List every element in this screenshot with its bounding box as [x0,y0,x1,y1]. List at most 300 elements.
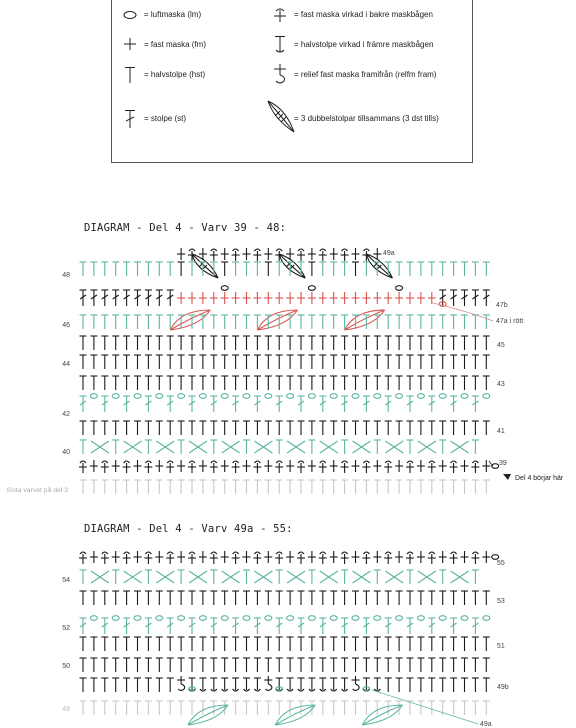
stitch-hst-row54 [80,570,87,584]
front-post-sc [264,676,272,691]
stitch-hst-row40 [407,440,414,454]
stitch-hst-black [101,376,108,390]
stitch-hst-black [80,355,87,369]
stitch-hst-black [276,637,283,651]
stitch-hst-black [287,355,294,369]
stitch-row49b [374,678,381,691]
stitch-hst-row48 [461,262,468,276]
stitch-hst-row48 [134,262,141,276]
stitch-hst-row46 [341,315,348,329]
stitch-row47b [123,290,130,306]
chain-teal [178,616,185,621]
stitch-hst-row46 [221,315,228,329]
stitch-hst-black [145,336,152,350]
stitch-hst-row53 [167,591,174,605]
stitch-hst-black [199,376,206,390]
stitch-hst-black [363,637,370,651]
stitch-hst-row41 [90,421,97,435]
stitch-previous-row [374,701,381,715]
stitch-hst-black [101,355,108,369]
stitch-hst-row40 [374,440,381,454]
stitch-hst-row41 [210,421,217,435]
stitch-hst-black [276,336,283,350]
crossed-stitches [385,441,403,453]
stitch-fm-back [232,249,240,261]
stitch-hst-black [374,658,381,672]
stitch-hst-row41 [472,421,479,435]
stitch-hst-black [90,336,97,350]
left-row-label: 54 [62,577,70,584]
stitch-previous-row [287,480,294,494]
stitch-previous-row [407,480,414,494]
stitch-row49b [396,678,403,692]
stitch-hst-black [167,658,174,672]
stitch-previous-row [134,701,141,715]
stitch-hst-black [374,376,381,390]
stitch-row55 [395,551,403,563]
chain-teal [352,394,359,399]
stitch-hst-black [243,336,250,350]
stitch-row47b [308,292,316,304]
stitch-hst-black [243,658,250,672]
stitch-hst-black [112,336,119,350]
chain-teal [439,616,446,621]
stitch-hst-black [428,658,435,672]
crossed-stitches [254,571,272,583]
stitch-row49b [156,678,163,692]
stitch-hst-row53 [439,591,446,605]
stitch-previous-row [363,480,370,494]
crossed-stitches [418,571,436,583]
stitch-row39 [384,461,392,473]
stitch-hst-black [210,336,217,350]
stitch-st-teal [363,396,370,412]
stitch-row55 [79,552,87,564]
stitch-fm-back [210,249,218,261]
stitch-hst-black [319,355,326,369]
stitch-hst-row41 [319,421,326,435]
chain-teal [199,616,206,621]
stitch-row49b [276,678,283,691]
stitch-hst-black [439,336,446,350]
stitch-hst-black [407,637,414,651]
stitch-hst-black [461,637,468,651]
chain-teal [417,616,424,621]
stitch-hst-black [428,336,435,350]
stitch-hst-black [221,336,228,350]
crossed-stitches [124,571,142,583]
stitch-row47b [450,290,457,306]
stitch-hst-black [363,376,370,390]
stitch-hst-black [319,658,326,672]
stitch-hst-black [112,355,119,369]
stitch-hst-row54 [341,570,348,584]
stitch-st-teal [428,618,435,634]
stitch-fm-back [352,248,360,260]
stitch-hst-row48 [276,262,283,276]
stitch-row55 [373,551,381,563]
stitch-hst-black [352,376,359,390]
stitch-hst-row46 [472,315,479,329]
stitch-row55 [428,552,436,564]
stitch-row47b [286,292,294,304]
stitch-row55 [188,552,196,564]
chain-teal [243,394,250,399]
chain-teal [221,616,228,621]
chain-teal [352,616,359,621]
stitch-hst-row48 [319,262,326,276]
stitch-hst-row46 [243,315,250,329]
stitch-row55 [199,551,207,563]
stitch-row39 [471,461,479,473]
stitch-hst-row48 [428,262,435,276]
stitch-hst-black [123,355,130,369]
right-row-label: 49a [383,250,395,257]
stitch-row55 [330,551,338,563]
stitch-hst-row41 [483,421,490,435]
stitch-previous-row [319,701,326,715]
stitch-row39 [134,460,142,472]
crossed-stitches [320,441,338,453]
chain-teal [396,394,403,399]
stitch-hst-black [189,376,196,390]
teal-cluster [362,705,402,725]
start-label: Del 4 börjar här [515,475,564,482]
chain-teal [483,394,490,399]
stitch-row47b [199,292,207,304]
stitch-row55 [112,551,120,563]
stitch-hst-black [199,637,206,651]
stitch-hst-row54 [145,570,152,584]
stitch-hst-black [123,658,130,672]
stitch-hst-row46 [450,315,457,329]
chain-teal [156,394,163,399]
chain-end [492,555,499,560]
stitch-hst-row53 [472,591,479,605]
stitch-row55 [341,552,349,564]
stitch-hst-row41 [352,421,359,435]
stitch-row39 [253,461,261,473]
stitch-hst-black [428,355,435,369]
stitch-row55 [210,552,218,564]
stitch-hst-row53 [308,591,315,605]
chain-teal [374,394,381,399]
stitch-hst-black [254,658,261,672]
stitch-hst-row41 [308,421,315,435]
stitch-hst-row54 [472,570,479,584]
legend-fm: = fast maska (fm) [144,40,207,49]
stitch-hst-black [178,658,185,672]
stitch-hst-black [428,637,435,651]
stitch-previous-row [189,480,196,494]
stitch-hst-row54 [374,570,381,584]
right-row-label: 49a [480,721,492,728]
stitch-hst-row48 [439,262,446,276]
stitch-hst-black [265,637,272,651]
stitch-hst-black [472,637,479,651]
teal-cluster [275,705,315,725]
stitch-hst-black [450,355,457,369]
stitch-row47b [297,292,305,304]
stitch-hst-black [287,336,294,350]
stitch-hst-black [243,637,250,651]
stitch-hst-black [352,355,359,369]
stitch-st-teal [276,618,283,634]
stitch-hst-row41 [374,421,381,435]
stitch-hst-black [374,355,381,369]
stitch-hst-row41 [189,421,196,435]
stitch-hst-row41 [450,421,457,435]
stitch-row49b [199,678,206,691]
stitch-hst-black [243,355,250,369]
stitch-hst-row54 [243,570,250,584]
stitch-st-teal [298,618,305,634]
stitch-hst-black [417,355,424,369]
stitch-hst-row46 [167,315,174,329]
stitch-hst-row46 [287,315,294,329]
stitch-hst-row48 [221,262,228,276]
stitch-hst-row53 [287,591,294,605]
stitch-hst-black [90,637,97,651]
legend-lm: = luftmaska (lm) [144,10,202,19]
stitch-hst-black [178,336,185,350]
stitch-row39 [450,461,458,473]
stitch-hst-row40 [210,440,217,454]
stitch-row39 [112,460,120,472]
chain-teal [178,394,185,399]
stitch-row55 [362,552,370,564]
stitch-previous-row [101,701,108,715]
stitch-previous-row [123,701,130,715]
stitch-previous-row [167,480,174,494]
stitch-previous-row [450,701,457,715]
stitch-hst-row40 [472,440,479,454]
chain-teal [417,394,424,399]
right-row-label: 49b [497,684,509,691]
stitch-previous-row [374,480,381,494]
stitch-hst-black [341,637,348,651]
stitch-hst-black [450,376,457,390]
stitch-hst-black [461,336,468,350]
stitch-hst-row48 [287,262,294,276]
stitch-row47b [352,292,360,304]
stitch-hst-black [243,376,250,390]
stitch-previous-row [178,701,185,715]
stitch-hst-black [254,336,261,350]
stitch-previous-row [472,480,479,494]
stitch-hst-black [396,658,403,672]
stitch-hst-black [265,658,272,672]
crossed-stitches [287,571,305,583]
stitch-hst-black [189,355,196,369]
stitch-st-teal [189,396,196,412]
stitch-row49b [450,678,457,692]
stitch-hst-row53 [428,591,435,605]
stitch-st-teal [450,618,457,634]
chain-teal [112,616,119,621]
red-cluster [170,310,210,330]
stitch-row55 [253,552,261,564]
stitch-hst-black [450,658,457,672]
right-row-label: 43 [497,381,505,388]
stitch-previous-row [167,701,174,715]
stitch-hst-row46 [112,315,119,329]
stitch-row55 [155,551,163,563]
stitch-hst-row48 [374,262,381,276]
stitch-row49b [123,678,130,692]
stitch-row49b [145,678,152,692]
stitch-hst-row53 [352,591,359,605]
stitch-hst-black [385,637,392,651]
stitch-row39 [319,461,327,473]
stitch-hst-row53 [189,591,196,605]
stitch-hst-black [276,658,283,672]
stitch-hst-black [101,658,108,672]
stitch-row49b [483,678,490,692]
stitch-hst-black [439,355,446,369]
stitch-row55 [101,552,109,564]
stitch-hst-black [156,376,163,390]
stitch-hst-black [330,376,337,390]
stitch-row47b [319,292,327,304]
right-row-label: 47a i rött [496,318,524,325]
stitch-row39 [264,460,272,472]
stitch-hst-row41 [80,421,87,435]
chain-teal [156,616,163,621]
stitch-row49b [439,678,446,692]
stitch-hst-row46 [80,315,87,329]
stitch-hst-row53 [145,591,152,605]
stitch-st-teal [167,396,174,412]
stitch-previous-row [80,701,87,715]
stitch-hst-black [254,637,261,651]
stitch-hst-black [385,355,392,369]
stitch-row55 [275,552,283,564]
stitch-hst-black [156,336,163,350]
stitch-hst-row54 [210,570,217,584]
stitch-previous-row [330,701,337,715]
diagram2 [79,551,499,725]
stitch-hst-row46 [145,315,152,329]
crossed-stitches [222,441,240,453]
stitch-hst-row41 [298,421,305,435]
stitch-st-teal [363,618,370,634]
stitch-hst-black [156,355,163,369]
stitch-hst-black [199,658,206,672]
stitch-hst-row54 [178,570,185,584]
stitch-hst-row41 [221,421,228,435]
stitch-hst-row53 [112,591,119,605]
left-row-label: 44 [62,361,70,368]
stitch-hst-row48 [472,262,479,276]
stitch-hst-row53 [396,591,403,605]
stitch-row47b [384,292,392,304]
chain-teal [461,394,468,399]
stitch-previous-row [145,480,152,494]
stitch-row55 [144,552,152,564]
stitch-st-teal [254,396,261,412]
stitch-hst-black [363,658,370,672]
chain-teal [90,394,97,399]
chain-stitch [221,286,228,291]
stitch-hst-row40 [276,440,283,454]
crossed-stitches [353,441,371,453]
stitch-row39 [297,461,305,473]
stitch-previous-row [483,480,490,494]
stitch-hst-row41 [112,421,119,435]
stitch-row49b [385,678,392,692]
stitch-hst-row41 [330,421,337,435]
stitch-hst-row41 [407,421,414,435]
stitch-hst-row48 [407,262,414,276]
stitch-hst-row46 [101,315,108,329]
stitch-row39 [243,460,251,472]
crossed-stitches [287,441,305,453]
chain-teal [243,616,250,621]
stitch-hst-row41 [287,421,294,435]
stitch-hst-black [483,336,490,350]
crossed-stitches [451,571,469,583]
stitch-hst-row53 [123,591,130,605]
stitch-hst-row40 [80,440,87,454]
stitch-fm-back [308,248,316,260]
stitch-hst-row41 [178,421,185,435]
stitch-hst-black [156,637,163,651]
stitch-hst-row48 [483,262,490,276]
stitch-row39 [177,460,185,472]
stitch-row39 [232,461,240,473]
stitch-previous-row [363,701,370,715]
stitch-row39 [166,461,174,473]
stitch-previous-row [472,701,479,715]
stitch-hst-row46 [156,315,163,329]
stitch-previous-row [189,701,196,715]
stitch-hst-row53 [407,591,414,605]
stitch-hst-row53 [374,591,381,605]
stitch-row47b [362,292,370,304]
stitch-hst-black [450,336,457,350]
stitch-previous-row [199,701,206,715]
stitch-row49b [472,678,479,692]
chain-teal [90,616,97,621]
stitch-hst-row53 [417,591,424,605]
stitch-previous-row [199,480,206,494]
stitch-hst-black [352,658,359,672]
stitch-hst-row53 [221,591,228,605]
stitch-hst-black [145,355,152,369]
chain-teal [396,616,403,621]
stitch-hst-black [221,376,228,390]
stitch-hst-row46 [232,315,239,329]
stitch-st-teal [472,396,479,412]
stitch-row39 [373,460,381,472]
stitch-st-teal [80,396,87,412]
stitch-hst-row48 [254,262,261,276]
stitch-hst-row53 [101,591,108,605]
stitch-hst-black [407,658,414,672]
stitch-hst-row48 [178,262,185,276]
stitch-row47b [417,292,425,304]
stitch-hst-black [417,658,424,672]
diagram1-title: DIAGRAM - Del 4 - Varv 39 - 48: [84,222,287,234]
stitch-previous-row [461,480,468,494]
stitch-hst-row53 [461,591,468,605]
stitch-hst-row41 [341,421,348,435]
stitch-hst-row41 [461,421,468,435]
chain-teal [112,394,119,399]
stitch-st-teal [123,396,130,412]
stitch-hst-black [439,376,446,390]
